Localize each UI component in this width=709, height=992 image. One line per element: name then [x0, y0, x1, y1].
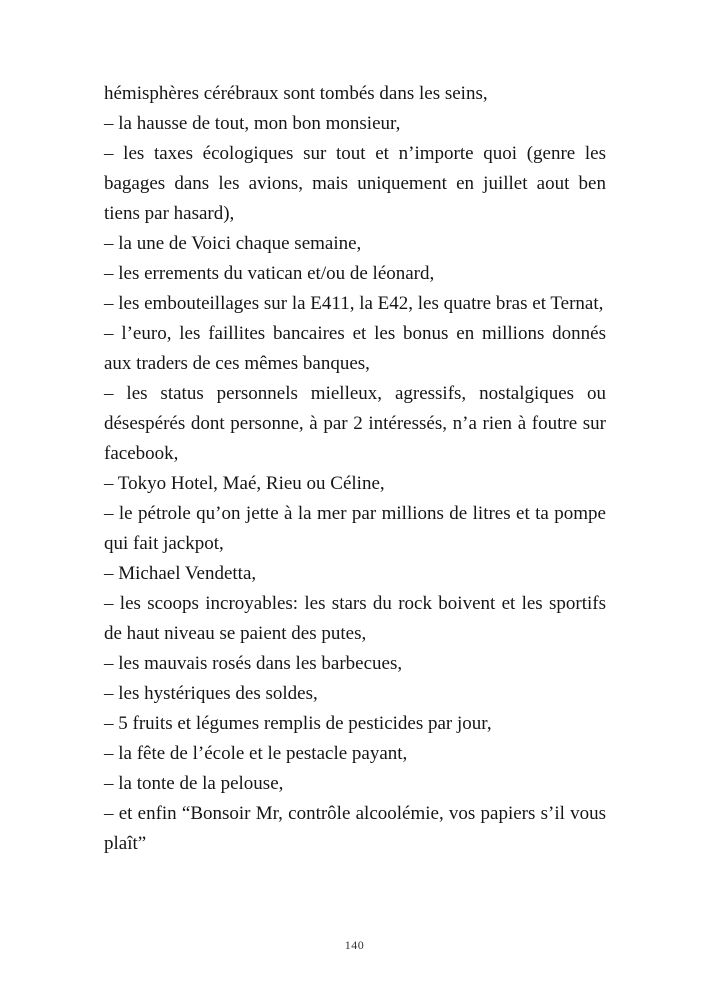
list-item: – et enfin “Bonsoir Mr, contrôle alcoolémie, vos papiers s’il vous plaît”	[104, 803, 606, 854]
list-item: – les status personnels mielleux, agressifs, nostalgiques ou désespérés dont personne, à par 2 intéressés, n’a rien à foutre sur facebook,	[104, 383, 606, 464]
page-body-text	[104, 79, 606, 859]
list-item: – la fête de l’école et le pestacle payant,	[104, 743, 408, 764]
list-item: – les errements du vatican et/ou de léonard,	[104, 263, 435, 284]
list-item: – les mauvais rosés dans les barbecues,	[104, 653, 403, 674]
list-item: – la hausse de tout, mon bon monsieur,	[104, 113, 401, 134]
list-item: – Michael Vendetta,	[104, 563, 257, 584]
list-item: – Tokyo Hotel, Maé, Rieu ou Céline,	[104, 473, 385, 494]
list-item: – l’euro, les faillites bancaires et les bonus en millions donnés aux traders de ces mêmes banques,	[104, 323, 606, 374]
list-item: – la une de Voici chaque semaine,	[104, 233, 362, 254]
page-number: 140	[344, 938, 365, 952]
list-item: – la tonte de la pelouse,	[104, 773, 284, 794]
list-item: – le pétrole qu’on jette à la mer par millions de litres et ta pompe qui fait jackpot,	[104, 503, 606, 554]
list-item: – les scoops incroyables: les stars du rock boivent et les sportifs de haut niveau se paient des putes,	[104, 593, 606, 644]
paragraph: hémisphères cérébraux sont tombés dans les seins,	[104, 83, 488, 104]
list-item: – 5 fruits et légumes remplis de pesticides par jour,	[104, 713, 492, 734]
list-item: – les hystériques des soldes,	[104, 683, 318, 704]
list-item: – les taxes écologiques sur tout et n’importe quoi (genre les bagages dans les avions, mais uniquement en juillet aout ben tiens par hasard),	[104, 143, 606, 224]
list-item: – les embouteillages sur la E411, la E42, les quatre bras et Ternat,	[104, 293, 604, 314]
